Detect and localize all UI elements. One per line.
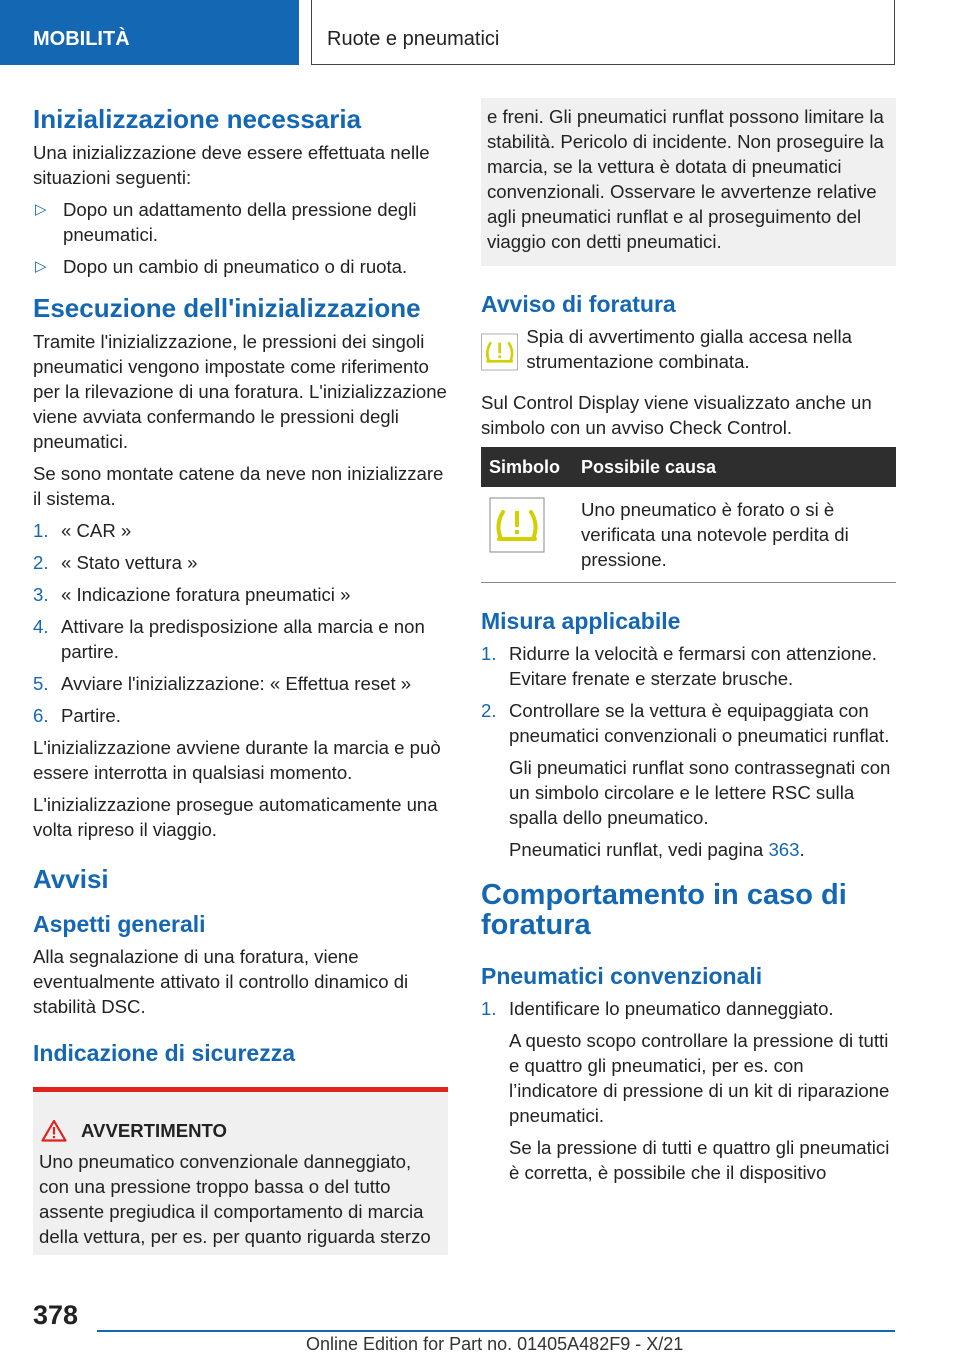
step-text: Attivare la predisposizione alla marcia e non partire. [61, 616, 425, 662]
heading-avviso: Avviso di foratura [481, 291, 676, 317]
warning-triangle-icon [41, 1119, 67, 1142]
step-number: 4. [33, 616, 49, 637]
warning-text-continued: e freni. Gli pneumatici runflat possono limitare la stabilità. Pericolo di incidente. Non proseguire la marcia, se la vettura è dotata di pneumatici convenzionali. Osservare le avvertenze relative agli pneumatici runflat e al proseguimento del viaggio con detti pneumatici. [487, 106, 884, 252]
section-title: MOBILITÀ [33, 28, 130, 50]
step-number: 2. [33, 552, 49, 573]
warning-box [33, 1087, 448, 1255]
step-text: « CAR » [61, 520, 132, 541]
step-text: Partire. [61, 705, 121, 726]
list-item [33, 254, 448, 279]
step-text: Controllare se la vettura è equipaggiata con pneumatici convenzionali o pneumatici runflat. [509, 700, 890, 746]
step-number: 2. [481, 700, 497, 721]
page-number: 378 [33, 1300, 79, 1330]
step-item [33, 550, 448, 575]
tire-pressure-warning-icon [489, 497, 545, 553]
indicator-text: Spia di avvertimento gialla accesa nella strumentazione combinata. [526, 326, 852, 372]
step-subtext [509, 837, 896, 862]
step-number: 5. [33, 673, 49, 694]
table-cell: Uno pneumatico è forato o si è verificata una notevole perdita di pressione. [573, 487, 896, 583]
heading-misura: Misura applicabile [481, 608, 681, 634]
list-item-text: Dopo un adattamento della pressione degli pneumatici. [63, 199, 417, 245]
step-text: « Indicazione foratura pneumatici » [61, 584, 351, 605]
warning-box-continued [481, 98, 896, 266]
paragraph: Una inizializzazione deve essere effettuata nelle situazioni seguenti: [33, 142, 430, 188]
edition-text: Online Edition for Part no. 01405A482F9 - X/21 [306, 1334, 684, 1354]
reference-text: Pneumatici runflat, vedi pagina [509, 839, 769, 860]
heading-exec: Esecuzione dell'inizializzazione [33, 293, 421, 323]
step-item [33, 703, 448, 728]
paragraph: L'inizializzazione avviene durante la marcia e può essere interrotta in qualsiasi momento. [33, 737, 441, 783]
right-column [481, 98, 896, 1192]
heading-safety: Indicazione di sicurezza [33, 1040, 296, 1066]
header-chapter-tab [311, 0, 895, 65]
table-cell [481, 487, 573, 583]
page-reference-link[interactable]: 363 [768, 839, 800, 860]
step-number: 1. [481, 643, 497, 664]
step-item [481, 641, 896, 691]
heading-avvisi: Avvisi [33, 864, 109, 894]
list-item [33, 197, 448, 247]
heading-comport: Comportamento in caso di foratura [481, 879, 847, 941]
step-item [33, 582, 448, 607]
step-number: 6. [33, 705, 49, 726]
step-number: 1. [33, 520, 49, 541]
symbol-table [481, 447, 896, 583]
indicator-row [481, 324, 896, 380]
heading-init-needed: Inizializzazione necessaria [33, 104, 362, 134]
step-text: Avviare l'inizializzazione: « Effettua reset » [61, 673, 412, 694]
warning-text: Uno pneumatico convenzionale danneggiato, con una pressione troppo bassa o del tutto assente pregiudica il comportamento di marcia della vettura, per es. per quanto riguarda sterzo [39, 1151, 431, 1247]
table-row [481, 487, 896, 583]
step-number: 3. [33, 584, 49, 605]
step-item [33, 671, 448, 696]
left-column [33, 98, 448, 1255]
reference-end: . [799, 839, 805, 860]
table-header-row [481, 447, 896, 487]
step-item [33, 614, 448, 664]
tire-pressure-warning-icon [481, 324, 518, 380]
step-subtext: Gli pneumatici runflat sono contrassegnati con un simbolo circolare e le lettere RSC sulla spalla dello pneumatico. [509, 757, 891, 828]
paragraph: L'inizializzazione prosegue automaticamente una volta ripreso il viaggio. [33, 794, 438, 840]
table-header: Possibile causa [573, 447, 896, 487]
list-item-text: Dopo un cambio di pneumatico o di ruota. [63, 256, 408, 277]
step-number: 1. [481, 998, 497, 1019]
paragraph: Tramite l'inizializzazione, le pressioni dei singoli pneumatici vengono impostate come riferimento per la rilevazione di una foratura. L'inizializzazione viene avviata confermando le pressioni degli pneumatici. [33, 331, 447, 452]
paragraph: Alla segnalazione di una foratura, viene eventualmente attivato il controllo dinamico di stabilità DSC. [33, 946, 409, 1017]
footer-divider [97, 1330, 895, 1332]
chapter-title: Ruote e pneumatici [327, 28, 500, 50]
step-text: Identificare lo pneumatico danneggiato. [509, 998, 834, 1019]
header-section-tab [0, 0, 299, 65]
step-text: Ridurre la velocità e fermarsi con attenzione. Evitare frenate e sterzate brusche. [509, 643, 877, 689]
step-text: « Stato vettura » [61, 552, 198, 573]
step-subtext: A questo scopo controllare la pressione di tutti e quattro gli pneumatici, per es. con l’indicatore di pressione di un kit di riparazione pneumatici. [509, 1030, 890, 1126]
step-subtext: Se la pressione di tutti e quattro gli pneumatici è corretta, è possibile che il dispositivo [509, 1137, 890, 1183]
table-header: Simbolo [481, 447, 573, 487]
step-item [33, 518, 448, 543]
heading-general: Aspetti generali [33, 911, 206, 937]
step-item [481, 698, 896, 748]
triangle-bullet-icon: ▷ [35, 258, 47, 275]
paragraph: Sul Control Display viene visualizzato anche un simbolo con un avviso Check Control. [481, 392, 872, 438]
warning-header [39, 1118, 440, 1143]
paragraph: Se sono montate catene da neve non inizializzare il sistema. [33, 463, 444, 509]
heading-conv: Pneumatici convenzionali [481, 963, 763, 989]
step-item [481, 996, 896, 1021]
triangle-bullet-icon: ▷ [35, 201, 47, 218]
warning-title: AVVERTIMENTO [81, 1120, 228, 1141]
